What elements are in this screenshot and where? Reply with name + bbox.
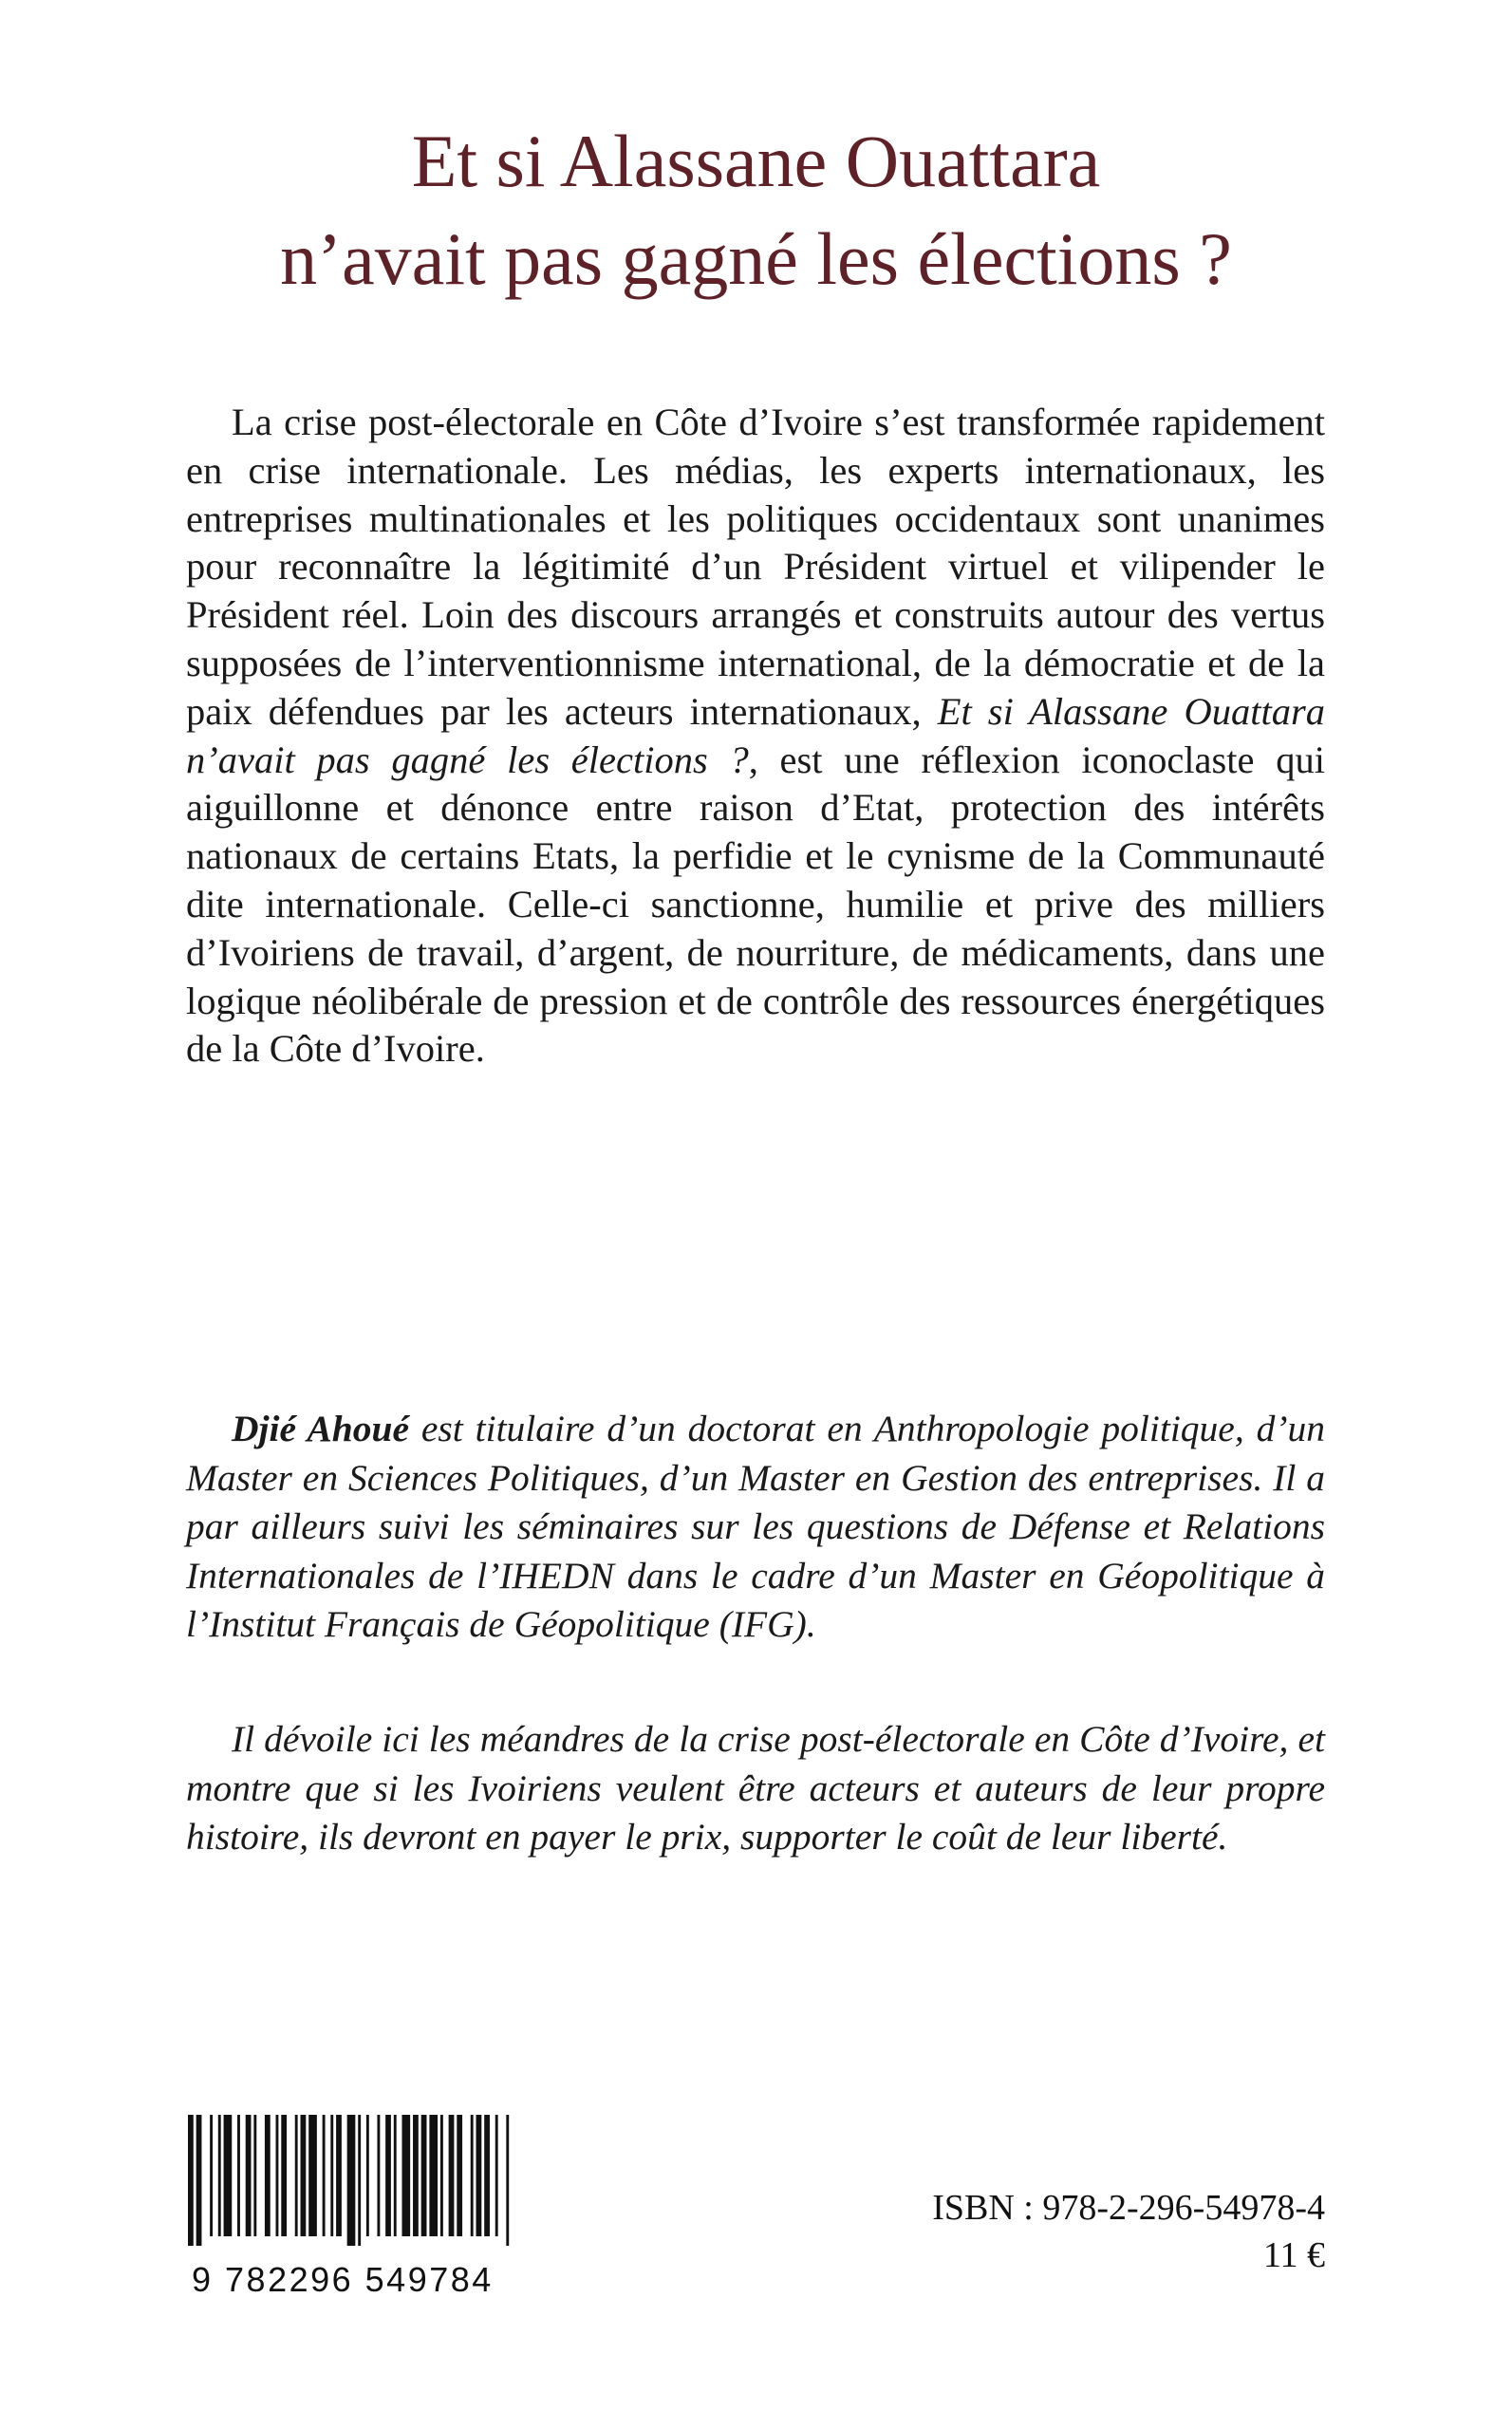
barcode-bar xyxy=(506,2115,509,2246)
barcode-bar xyxy=(237,2115,240,2236)
barcode-bar xyxy=(495,2115,498,2236)
closing-text: Il dévoile ici les méandres de la crise post-électorale en Côte d’Ivoire, et montre que si les Ivoiriens veulent être acteurs et auteurs de leur propre histoire, ils devront en payer le prix, supporter le coût de leur liberté. xyxy=(186,1718,1325,1858)
barcode-bar xyxy=(457,2115,462,2236)
barcode-bar xyxy=(218,2115,221,2236)
barcode-bar xyxy=(385,2115,391,2236)
barcode-bar xyxy=(366,2115,369,2236)
barcode-bar xyxy=(330,2115,333,2236)
barcode-bar xyxy=(394,2115,397,2236)
summary-text-part-1: La crise post-électorale en Côte d’Ivoire s’est transformée rapidement en crise internationale. Les médias, les experts internationaux, les entreprises multinationales et les politiques occidentaux sont unanimes pour reconnaître la légitimité d’un Président virtuel et vilipender le Président réel. Loin des discours arrangés et construits autour des vertus supposées de l’interventionnisme international, de la démocratie et de la paix défendues par les acteurs internationaux, xyxy=(186,401,1325,733)
barcode-bar xyxy=(449,2115,455,2236)
barcode-bar xyxy=(308,2115,317,2236)
price: 11 € xyxy=(1262,2235,1325,2275)
barcode-bar xyxy=(210,2115,213,2236)
barcode-bar xyxy=(440,2115,443,2236)
book-title-line-1: Et si Alassane Ouattara xyxy=(411,120,1101,202)
barcode-bar xyxy=(301,2115,307,2236)
barcode-bar xyxy=(196,2115,202,2246)
barcode-bar xyxy=(413,2115,419,2236)
barcode-bar xyxy=(281,2115,287,2236)
barcode-bar xyxy=(377,2115,380,2236)
closing-paragraph xyxy=(186,1715,1325,1862)
barcode-bar xyxy=(295,2115,298,2236)
barcode-bar xyxy=(188,2115,194,2246)
barcode-bar xyxy=(253,2115,256,2236)
barcode-digits: 9 782296 549784 xyxy=(192,2260,494,2299)
barcode-bar xyxy=(421,2115,427,2236)
summary-text-part-2: , est une réflexion iconoclaste qui aiguillonne et dénonce entre raison d’Etat, protection des intérêts nationaux de certains Etats, la perfidie et le cynisme de la Communauté dite internationale. Celle-ci sanctionne, humilie et prive des milliers d’Ivoiriens de travail, d’argent, de nourriture, de médicaments, dans une logique néolibérale de pression et de contrôle des ressources énergétiques de la Côte d’Ivoire. xyxy=(186,738,1325,1071)
barcode-bar xyxy=(429,2115,438,2236)
barcode-bar xyxy=(484,2115,490,2236)
barcode-bar xyxy=(323,2115,326,2236)
author-bio-paragraph xyxy=(186,1405,1325,1650)
barcode-bar xyxy=(276,2115,279,2236)
author-name: Djié Ahoué xyxy=(232,1408,409,1449)
author-bio-text: est titulaire d’un doctorat en Anthropologie politique, d’un Master en Sciences Politiques, d’un Master en Gestion des entreprises. Il a par ailleurs suivi les séminaires sur les questions de Défense et Relations Internationales de l’IHEDN dans le cadre d’un Master en Géopolitique à l’Institut Français de Géopolitique (IFG). xyxy=(186,1408,1326,1645)
barcode-bar xyxy=(401,2115,410,2236)
barcode-bar xyxy=(265,2115,271,2236)
summary-title-reference: Et si Alassane Ouattara n’avait pas gagné les élections ? xyxy=(186,689,1325,781)
book-title-line-2: n’avait pas gagné les élections ? xyxy=(280,217,1232,300)
barcode-bar xyxy=(246,2115,252,2236)
summary-paragraph xyxy=(186,399,1325,1074)
barcode-bar xyxy=(476,2115,482,2236)
barcode xyxy=(188,2115,514,2246)
barcode-bar xyxy=(336,2115,342,2236)
barcode-bar xyxy=(224,2115,233,2236)
isbn: ISBN : 978-2-296-54978-4 xyxy=(932,2188,1325,2228)
book-title xyxy=(0,112,1512,308)
barcode-bar xyxy=(347,2115,356,2246)
barcode-bar xyxy=(358,2115,361,2246)
barcode-bar xyxy=(471,2115,474,2236)
